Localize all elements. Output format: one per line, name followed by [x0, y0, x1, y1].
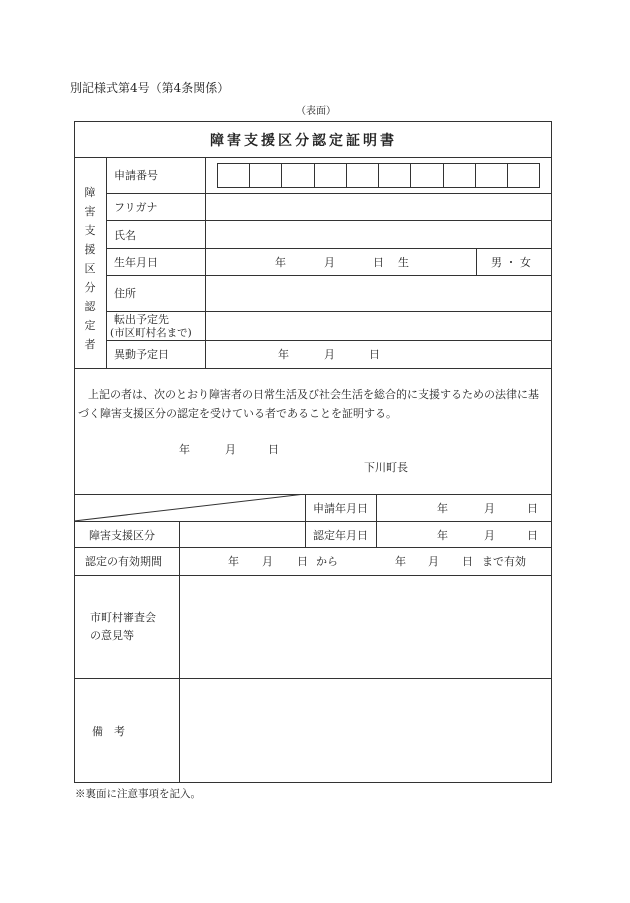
- side-label: （表面）: [296, 106, 336, 117]
- validity-from-month: 月: [262, 555, 273, 568]
- validity-from-word: から: [316, 555, 338, 568]
- application-year-unit: 年: [437, 502, 448, 515]
- validity-to-year: 年: [395, 555, 406, 568]
- certification-month-unit: 月: [484, 529, 495, 542]
- move-out-label: 転出予定先: [114, 313, 169, 326]
- certification-year-unit: 年: [437, 529, 448, 542]
- remarks-label: 備 考: [92, 725, 125, 738]
- move-date-day-unit: 日: [369, 348, 380, 361]
- validity-from-day: 日: [297, 555, 308, 568]
- review-sublabel: の意見等: [90, 629, 134, 642]
- validity-label: 認定の有効期間: [85, 555, 162, 568]
- birthdate-label: 生年月日: [114, 256, 158, 269]
- name-field[interactable]: [206, 221, 551, 248]
- furigana-field[interactable]: [206, 194, 551, 220]
- birthdate-month-unit: 月: [324, 256, 335, 269]
- review-label: 市町村審査会: [90, 611, 156, 624]
- issuer: 下川町長: [364, 461, 408, 474]
- form-number: 別記様式第4号（第4条関係）: [70, 81, 230, 95]
- statement-line-2: づく障害支援区分の認定を受けている者であることを証明する。: [78, 407, 397, 420]
- application-number-label: 申請番号: [114, 169, 158, 182]
- gender-options[interactable]: 男 ・ 女: [491, 256, 531, 269]
- cert-year-unit: 年: [179, 443, 190, 456]
- birthdate-day-unit: 日: [373, 256, 384, 269]
- move-date-label: 異動予定日: [114, 348, 169, 361]
- address-label: 住所: [114, 287, 136, 300]
- move-out-field[interactable]: [206, 312, 551, 340]
- certification-day-unit: 日: [527, 529, 538, 542]
- move-out-sublabel: (市区町村名まで): [110, 327, 192, 339]
- move-date-month-unit: 月: [324, 348, 335, 361]
- validity-to-month: 月: [428, 555, 439, 568]
- application-month-unit: 月: [484, 502, 495, 515]
- support-category-label: 障害支援区分: [89, 529, 155, 542]
- birthdate-born-unit: 生: [398, 256, 409, 269]
- cert-month-unit: 月: [225, 443, 236, 456]
- validity-to-word: まで有効: [482, 555, 526, 568]
- validity-to-day: 日: [462, 555, 473, 568]
- footer-note: ※裏面に注意事項を記入。: [75, 788, 201, 800]
- cert-day-unit: 日: [268, 443, 279, 456]
- application-day-unit: 日: [527, 502, 538, 515]
- diagonal-line: [74, 494, 306, 522]
- address-field[interactable]: [206, 276, 551, 311]
- remarks-field[interactable]: [180, 679, 551, 782]
- name-label: 氏名: [114, 229, 136, 242]
- move-date-year-unit: 年: [278, 348, 289, 361]
- validity-from-year: 年: [228, 555, 239, 568]
- furigana-label: フリガナ: [114, 201, 158, 214]
- review-opinion-field[interactable]: [180, 576, 551, 677]
- form-title: 障害支援区分認定証明書: [210, 133, 397, 149]
- application-date-label: 申請年月日: [313, 502, 368, 515]
- certification-date-label: 認定年月日: [313, 529, 368, 542]
- support-category-field[interactable]: [180, 522, 304, 546]
- birthdate-year-unit: 年: [275, 256, 286, 269]
- statement-line-1: 上記の者は、次のとおり障害者の日常生活及び社会生活を総合的に支援するための法律に基: [88, 388, 539, 401]
